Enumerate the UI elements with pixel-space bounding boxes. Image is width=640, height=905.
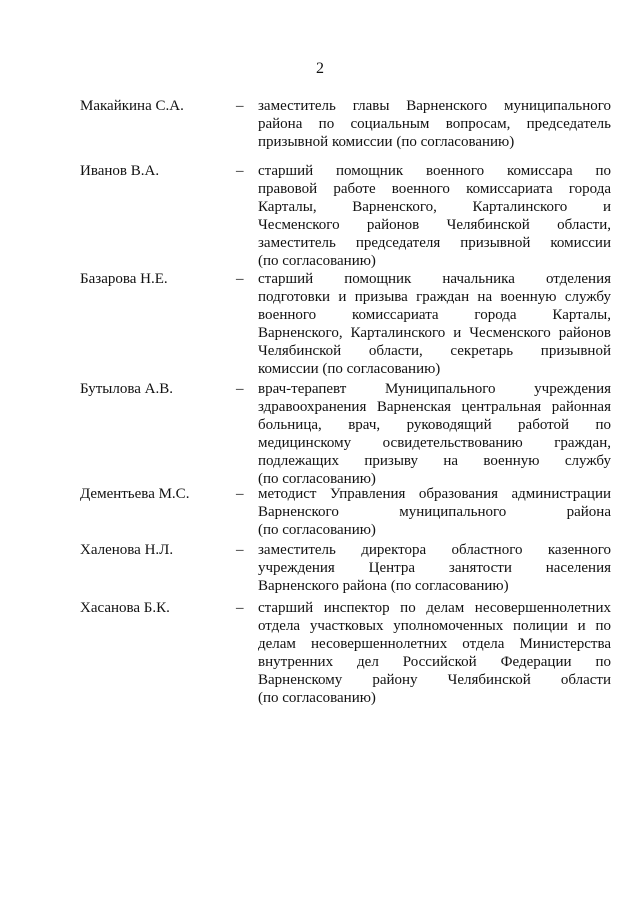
member-role-line: Челябинской области, секретарь призывной (258, 343, 611, 359)
member-entry (0, 162, 640, 270)
member-role-line: внутренних дел Российской Федерации по (258, 654, 611, 670)
member-dash: – (236, 271, 244, 287)
member-dash: – (236, 98, 244, 114)
member-name: Макайкина С.А. (80, 98, 184, 114)
commission-member-list (0, 97, 640, 709)
member-dash: – (236, 542, 244, 558)
member-role-line: района по социальным вопросам, председатель (258, 116, 611, 132)
member-dash: – (236, 600, 244, 616)
member-role (258, 380, 611, 488)
member-dash: – (236, 381, 244, 397)
member-role-line: (по согласованию) (258, 690, 376, 706)
member-entry (0, 380, 640, 485)
member-role-line: (по согласованию) (258, 253, 376, 269)
member-role-line: здравоохранения Варненская центральная районная (258, 399, 611, 415)
member-role-line: комиссии (по согласованию) (258, 361, 441, 377)
member-entry (0, 599, 640, 709)
page-number: 2 (316, 60, 324, 77)
member-role-line: Чесменского районов Челябинской области, (258, 217, 611, 233)
member-entry (0, 270, 640, 380)
member-role-line: отдела участковых уполномоченных полиции и по (258, 618, 611, 634)
member-role-line: старший инспектор по делам несовершеннолетних (258, 600, 611, 616)
member-role-line: подлежащих призыву на военную службу (258, 453, 611, 469)
member-name: Базарова Н.Е. (80, 271, 168, 287)
member-entry (0, 97, 640, 162)
member-role-line: Карталы, Варненского, Карталинского и (258, 199, 611, 215)
member-name: Халенова Н.Л. (80, 542, 174, 558)
member-role-line: старший помощник начальника отделения (258, 271, 611, 287)
member-role-line: подготовки и призыва граждан на военную службу (258, 289, 611, 305)
member-role-line: правовой работе военного комиссариата города (258, 181, 611, 197)
member-role-line: старший помощник военного комиссара по (258, 163, 611, 179)
member-role-line: Варненского района (по согласованию) (258, 578, 509, 594)
member-role-line: медицинскому освидетельствованию граждан, (258, 435, 611, 451)
member-entry (0, 541, 640, 599)
member-role-line: учреждения Центра занятости населения (258, 560, 611, 576)
member-name: Хасанова Б.К. (80, 600, 170, 616)
member-role-line: заместитель председателя призывной комиссии (258, 235, 611, 251)
member-role-line: заместитель главы Варненского муниципального (258, 98, 611, 114)
member-role-line: заместитель директора областного казенного (258, 542, 611, 558)
member-role (258, 270, 611, 378)
member-role-line: военного комиссариата города Карталы, (258, 307, 611, 323)
member-entry (0, 485, 640, 541)
member-name: Бутылова А.В. (80, 381, 173, 397)
member-role-line: призывной комиссии (по согласованию) (258, 134, 515, 150)
member-dash: – (236, 486, 244, 502)
member-role-line: Варненскому району Челябинской области (258, 672, 611, 688)
member-role-line: делам несовершеннолетних отдела Министерства (258, 636, 611, 652)
member-role (258, 599, 611, 707)
member-dash: – (236, 163, 244, 179)
member-role (258, 97, 611, 151)
member-role (258, 485, 611, 539)
member-role-line: врач-терапевт Муниципального учреждения (258, 381, 611, 397)
member-role-line: (по согласованию) (258, 522, 376, 538)
member-role-line: Варненского, Карталинского и Чесменского районов (258, 325, 611, 341)
member-name: Дементьева М.С. (80, 486, 190, 502)
member-role (258, 162, 611, 270)
member-role (258, 541, 611, 595)
member-name: Иванов В.А. (80, 163, 160, 179)
member-role-line: Варненского муниципального района (258, 504, 611, 520)
member-role-line: методист Управления образования администрации (258, 486, 611, 502)
member-role-line: больница, врач, руководящий работой по (258, 417, 611, 433)
member-role-line: (по согласованию) (258, 471, 376, 487)
